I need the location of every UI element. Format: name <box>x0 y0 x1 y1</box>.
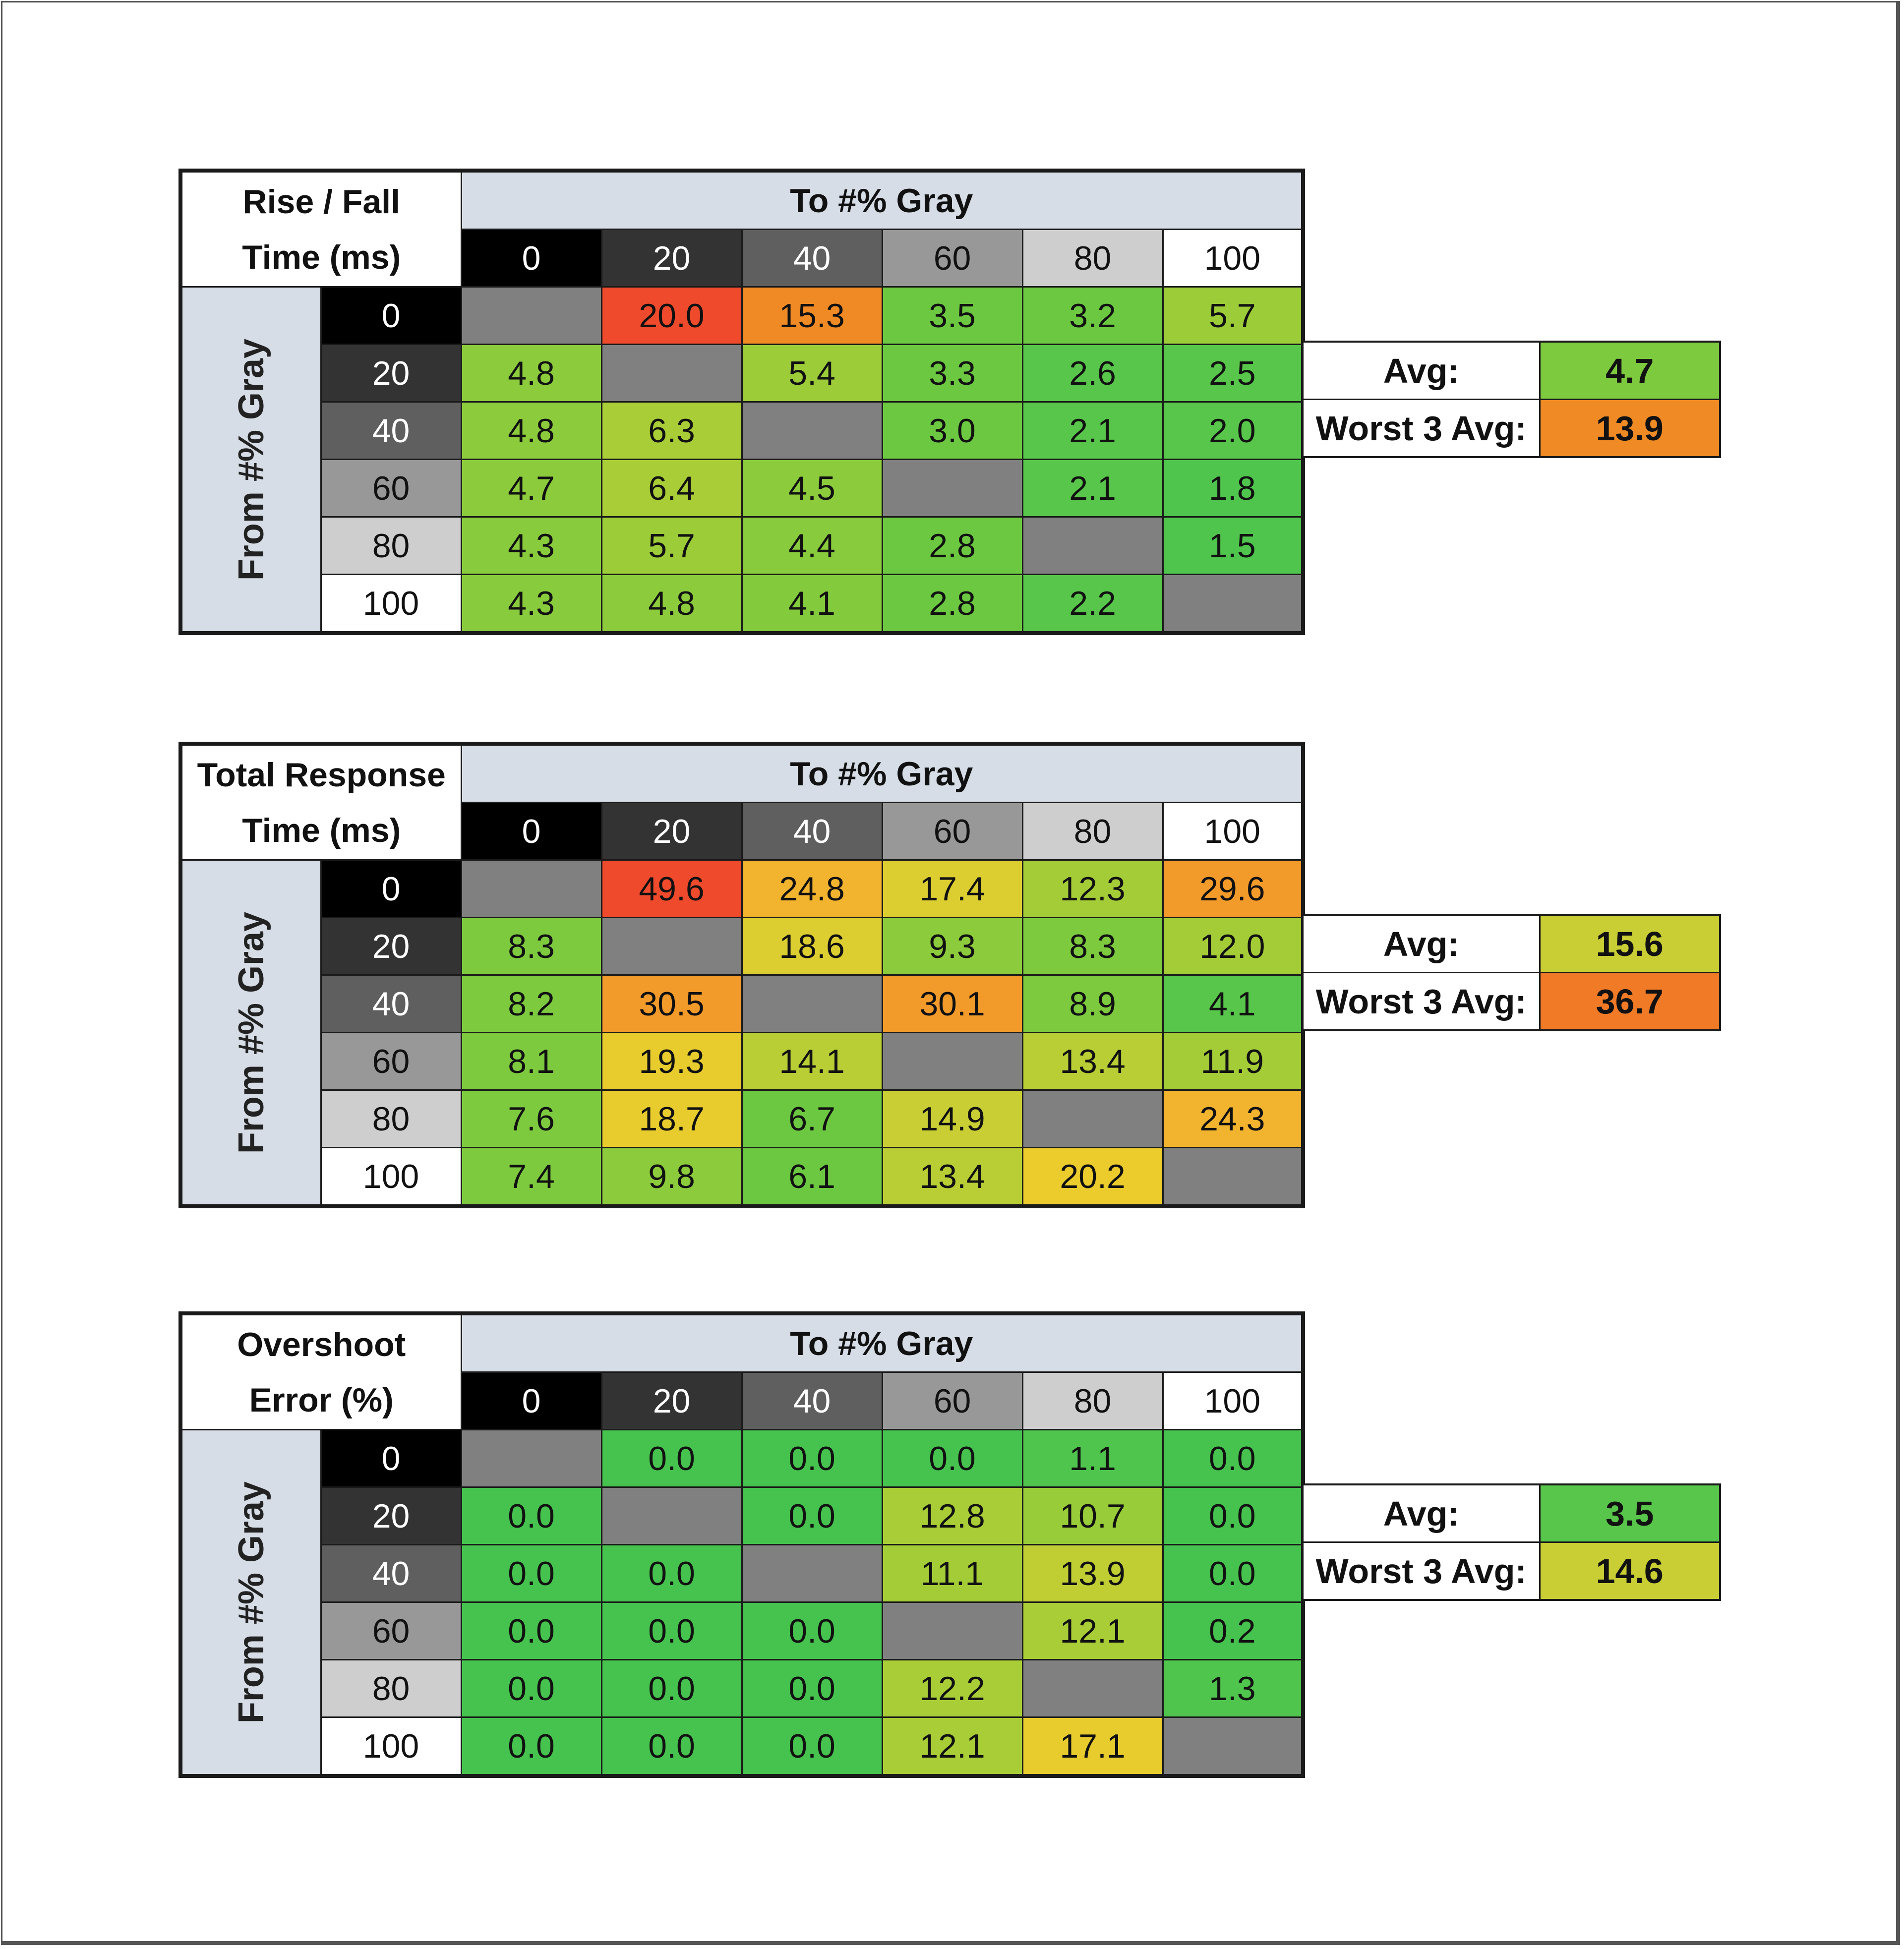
to-level-header: 100 <box>1163 1372 1303 1430</box>
to-level-header: 100 <box>1163 803 1303 860</box>
data-cell: 12.1 <box>882 1717 1022 1776</box>
avg-value: 3.5 <box>1540 1484 1720 1542</box>
data-cell: 8.1 <box>461 1033 601 1090</box>
from-gray-label: From #% Gray <box>231 338 271 581</box>
data-cell: 4.7 <box>461 460 601 517</box>
from-level-header: 20 <box>321 1487 461 1545</box>
data-cell: 18.7 <box>601 1090 742 1148</box>
data-cell: 4.8 <box>461 402 601 460</box>
data-cell: 0.0 <box>1163 1487 1303 1545</box>
data-cell: 0.0 <box>601 1430 742 1487</box>
from-level-header: 80 <box>321 1660 461 1717</box>
worst3-avg-label: Worst 3 Avg: <box>1303 1542 1540 1600</box>
diagonal-cell <box>1022 517 1163 575</box>
diagonal-cell <box>461 860 601 918</box>
avg-value: 4.7 <box>1540 342 1720 400</box>
data-cell: 2.6 <box>1022 345 1163 402</box>
data-cell: 0.0 <box>742 1487 882 1545</box>
data-cell: 30.5 <box>601 975 742 1033</box>
data-cell: 4.5 <box>742 460 882 517</box>
data-cell: 2.2 <box>1022 575 1163 634</box>
to-level-header: 0 <box>461 803 601 860</box>
diagonal-cell <box>882 1602 1022 1660</box>
data-cell: 0.0 <box>601 1545 742 1602</box>
from-gray-header <box>180 860 321 1207</box>
data-cell: 13.4 <box>1022 1033 1163 1090</box>
data-cell: 20.0 <box>601 287 742 345</box>
data-cell: 0.0 <box>601 1660 742 1717</box>
data-cell: 2.8 <box>882 575 1022 634</box>
to-gray-header: To #% Gray <box>461 744 1303 803</box>
table-title <box>180 171 461 287</box>
from-level-header: 40 <box>321 975 461 1033</box>
data-cell: 0.0 <box>742 1660 882 1717</box>
data-cell: 17.4 <box>882 860 1022 918</box>
data-cell: 1.3 <box>1163 1660 1303 1717</box>
diagonal-cell <box>461 287 601 345</box>
data-cell: 0.0 <box>742 1430 882 1487</box>
table-title-line: Time (ms) <box>242 238 401 276</box>
data-cell: 4.3 <box>461 517 601 575</box>
from-gray-label: From #% Gray <box>231 911 271 1154</box>
data-cell: 3.2 <box>1022 287 1163 345</box>
diagonal-cell <box>742 402 882 460</box>
table-title <box>180 1313 461 1430</box>
data-cell: 8.2 <box>461 975 601 1033</box>
data-cell: 4.3 <box>461 575 601 634</box>
data-cell: 4.1 <box>742 575 882 634</box>
diagonal-cell <box>1163 575 1303 634</box>
data-cell: 1.5 <box>1163 517 1303 575</box>
from-level-header: 20 <box>321 345 461 402</box>
diagonal-cell <box>882 1033 1022 1090</box>
data-cell: 13.9 <box>1022 1545 1163 1602</box>
from-level-header: 40 <box>321 1545 461 1602</box>
avg-value: 15.6 <box>1540 915 1720 973</box>
data-cell: 2.5 <box>1163 345 1303 402</box>
data-cell: 12.1 <box>1022 1602 1163 1660</box>
to-level-header: 60 <box>882 803 1022 860</box>
table-title-line: Time (ms) <box>242 811 401 849</box>
data-cell: 14.9 <box>882 1090 1022 1148</box>
data-cell: 2.1 <box>1022 460 1163 517</box>
data-cell: 14.1 <box>742 1033 882 1090</box>
from-gray-header <box>180 287 321 634</box>
summary-table <box>1302 341 1721 458</box>
data-cell: 20.2 <box>1022 1148 1163 1207</box>
to-level-header: 60 <box>882 1372 1022 1430</box>
from-level-header: 100 <box>321 575 461 634</box>
to-level-header: 20 <box>601 230 742 287</box>
table-title-line: Total Response <box>197 756 446 794</box>
data-cell: 7.6 <box>461 1090 601 1148</box>
data-cell: 0.0 <box>742 1717 882 1776</box>
worst3-avg-label: Worst 3 Avg: <box>1303 973 1540 1031</box>
from-level-header: 60 <box>321 1033 461 1090</box>
to-level-header: 0 <box>461 230 601 287</box>
to-level-header: 40 <box>742 803 882 860</box>
data-cell: 15.3 <box>742 287 882 345</box>
data-cell: 0.0 <box>1163 1545 1303 1602</box>
data-cell: 5.7 <box>601 517 742 575</box>
data-cell: 30.1 <box>882 975 1022 1033</box>
data-cell: 0.0 <box>461 1545 601 1602</box>
data-cell: 24.8 <box>742 860 882 918</box>
worst3-avg-value: 13.9 <box>1540 400 1720 458</box>
to-level-header: 0 <box>461 1372 601 1430</box>
to-level-header: 100 <box>1163 230 1303 287</box>
data-cell: 8.9 <box>1022 975 1163 1033</box>
summary-table <box>1302 1483 1721 1601</box>
diagonal-cell <box>601 1487 742 1545</box>
data-cell: 3.3 <box>882 345 1022 402</box>
data-cell: 5.4 <box>742 345 882 402</box>
response-time-table <box>178 742 1305 1208</box>
data-cell: 6.4 <box>601 460 742 517</box>
avg-label: Avg: <box>1303 1484 1540 1542</box>
to-level-header: 80 <box>1022 803 1163 860</box>
data-cell: 12.3 <box>1022 860 1163 918</box>
diagonal-cell <box>742 975 882 1033</box>
table-title-line: Rise / Fall <box>242 182 400 221</box>
from-level-header: 60 <box>321 1602 461 1660</box>
data-cell: 29.6 <box>1163 860 1303 918</box>
data-cell: 0.0 <box>601 1602 742 1660</box>
data-cell: 2.8 <box>882 517 1022 575</box>
diagonal-cell <box>882 460 1022 517</box>
data-cell: 9.8 <box>601 1148 742 1207</box>
diagonal-cell <box>1163 1148 1303 1207</box>
data-cell: 4.8 <box>461 345 601 402</box>
table-title <box>180 744 461 860</box>
data-cell: 0.0 <box>1163 1430 1303 1487</box>
data-cell: 11.9 <box>1163 1033 1303 1090</box>
to-gray-header: To #% Gray <box>461 1313 1303 1372</box>
data-cell: 0.0 <box>461 1602 601 1660</box>
data-cell: 12.2 <box>882 1660 1022 1717</box>
to-level-header: 80 <box>1022 1372 1163 1430</box>
to-level-header: 40 <box>742 230 882 287</box>
from-level-header: 40 <box>321 402 461 460</box>
data-cell: 7.4 <box>461 1148 601 1207</box>
data-cell: 10.7 <box>1022 1487 1163 1545</box>
data-cell: 5.7 <box>1163 287 1303 345</box>
from-level-header: 0 <box>321 287 461 345</box>
data-cell: 2.1 <box>1022 402 1163 460</box>
to-level-header: 80 <box>1022 230 1163 287</box>
response-time-table <box>178 169 1305 635</box>
data-cell: 3.0 <box>882 402 1022 460</box>
data-cell: 3.5 <box>882 287 1022 345</box>
data-cell: 4.8 <box>601 575 742 634</box>
to-gray-header: To #% Gray <box>461 171 1303 230</box>
from-level-header: 0 <box>321 1430 461 1487</box>
from-level-header: 80 <box>321 517 461 575</box>
data-cell: 6.7 <box>742 1090 882 1148</box>
data-cell: 24.3 <box>1163 1090 1303 1148</box>
data-cell: 4.4 <box>742 517 882 575</box>
data-cell: 0.0 <box>461 1487 601 1545</box>
data-cell: 8.3 <box>1022 918 1163 975</box>
diagonal-cell <box>1022 1660 1163 1717</box>
data-cell: 0.0 <box>882 1430 1022 1487</box>
worst3-avg-value: 36.7 <box>1540 973 1720 1031</box>
diagonal-cell <box>1163 1717 1303 1776</box>
data-cell: 0.0 <box>601 1717 742 1776</box>
data-cell: 11.1 <box>882 1545 1022 1602</box>
diagonal-cell <box>1022 1090 1163 1148</box>
diagonal-cell <box>601 918 742 975</box>
diagonal-cell <box>601 345 742 402</box>
data-cell: 12.0 <box>1163 918 1303 975</box>
from-level-header: 100 <box>321 1148 461 1207</box>
to-level-header: 20 <box>601 803 742 860</box>
to-level-header: 40 <box>742 1372 882 1430</box>
table-title-line: Overshoot <box>237 1325 406 1363</box>
data-cell: 1.8 <box>1163 460 1303 517</box>
from-gray-header <box>180 1430 321 1776</box>
worst3-avg-value: 14.6 <box>1540 1542 1720 1600</box>
avg-label: Avg: <box>1303 915 1540 973</box>
data-cell: 13.4 <box>882 1148 1022 1207</box>
to-level-header: 60 <box>882 230 1022 287</box>
data-cell: 17.1 <box>1022 1717 1163 1776</box>
data-cell: 9.3 <box>882 918 1022 975</box>
data-cell: 0.0 <box>461 1660 601 1717</box>
data-cell: 2.0 <box>1163 402 1303 460</box>
diagonal-cell <box>742 1545 882 1602</box>
data-cell: 0.0 <box>742 1602 882 1660</box>
to-level-header: 20 <box>601 1372 742 1430</box>
response-time-table <box>178 1311 1305 1778</box>
from-level-header: 100 <box>321 1717 461 1776</box>
data-cell: 0.0 <box>461 1717 601 1776</box>
data-cell: 8.3 <box>461 918 601 975</box>
data-cell: 6.3 <box>601 402 742 460</box>
from-level-header: 20 <box>321 918 461 975</box>
avg-label: Avg: <box>1303 342 1540 400</box>
from-gray-label: From #% Gray <box>231 1481 271 1723</box>
data-cell: 0.2 <box>1163 1602 1303 1660</box>
from-level-header: 80 <box>321 1090 461 1148</box>
data-cell: 19.3 <box>601 1033 742 1090</box>
from-level-header: 0 <box>321 860 461 918</box>
data-cell: 12.8 <box>882 1487 1022 1545</box>
worst3-avg-label: Worst 3 Avg: <box>1303 400 1540 458</box>
data-cell: 49.6 <box>601 860 742 918</box>
data-cell: 6.1 <box>742 1148 882 1207</box>
summary-table <box>1302 914 1721 1031</box>
from-level-header: 60 <box>321 460 461 517</box>
diagonal-cell <box>461 1430 601 1487</box>
data-cell: 18.6 <box>742 918 882 975</box>
data-cell: 4.1 <box>1163 975 1303 1033</box>
data-cell: 1.1 <box>1022 1430 1163 1487</box>
table-title-line: Error (%) <box>249 1381 394 1419</box>
